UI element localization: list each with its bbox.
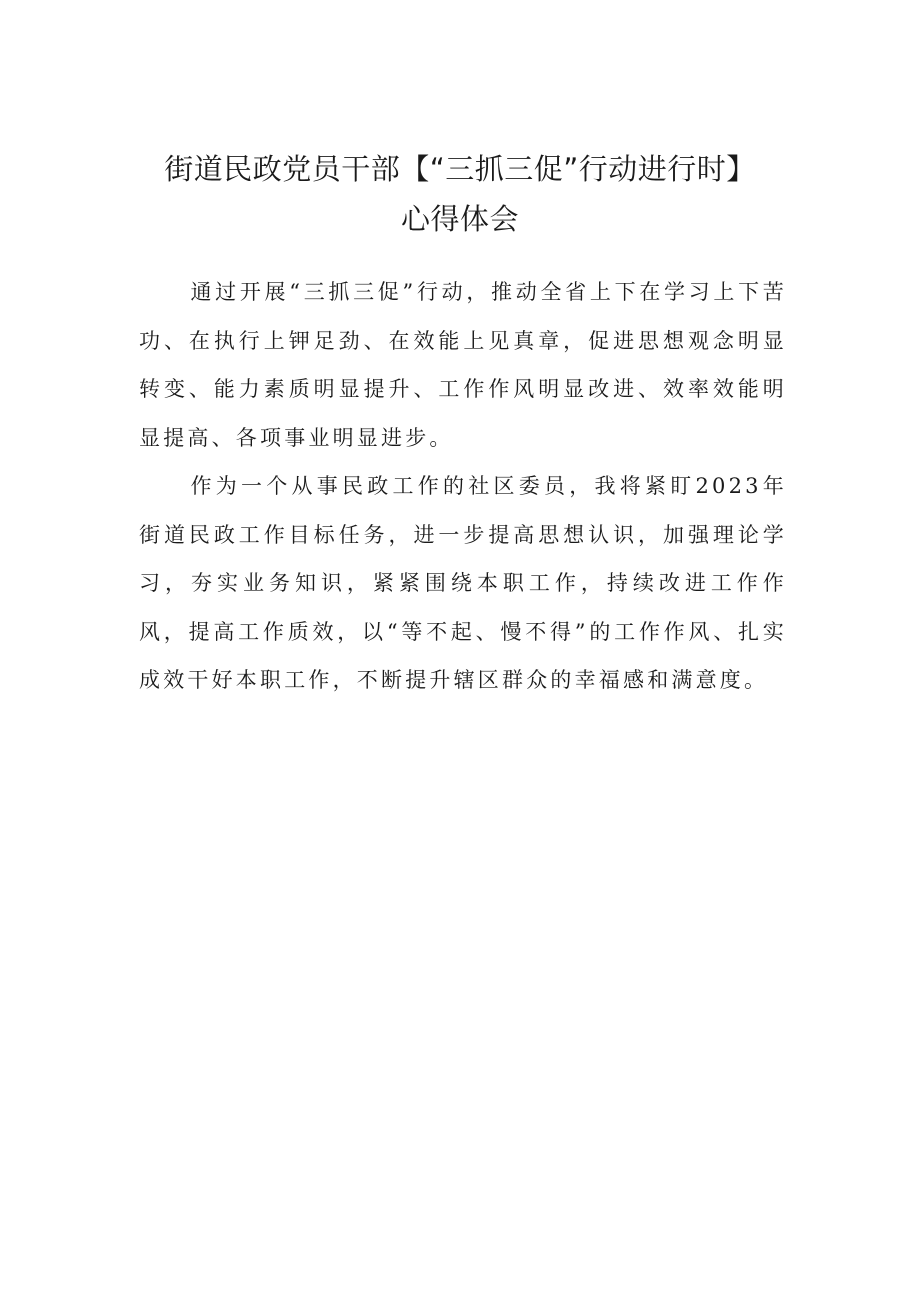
document-body [139, 268, 787, 705]
paragraph: 通过开展“三抓三促”行动，推动全省上下在学习上下苦功、在执行上钾足劲、在效能上见真章，促进思想观念明显转变、能力素质明显提升、工作作风明显改进、效率效能明显提高、各项事业明显进步。 [139, 280, 787, 450]
title-line-1: 街道民政党员干部【“三抓三促”行动进行时】 [164, 152, 756, 186]
paragraph: 作为一个从事民政工作的社区委员，我将紧盯2023年街道民政工作目标任务，进一步提高思想认识，加强理论学习，夯实业务知识，紧紧围绕本职工作，持续改进工作作风，提高工作质效，以“等不起、慢不得”的工作作风、扎实成效干好本职工作，不断提升辖区群众的幸福感和满意度。 [139, 474, 787, 692]
title-line-2: 心得体会 [400, 202, 519, 236]
document-title [120, 144, 800, 244]
